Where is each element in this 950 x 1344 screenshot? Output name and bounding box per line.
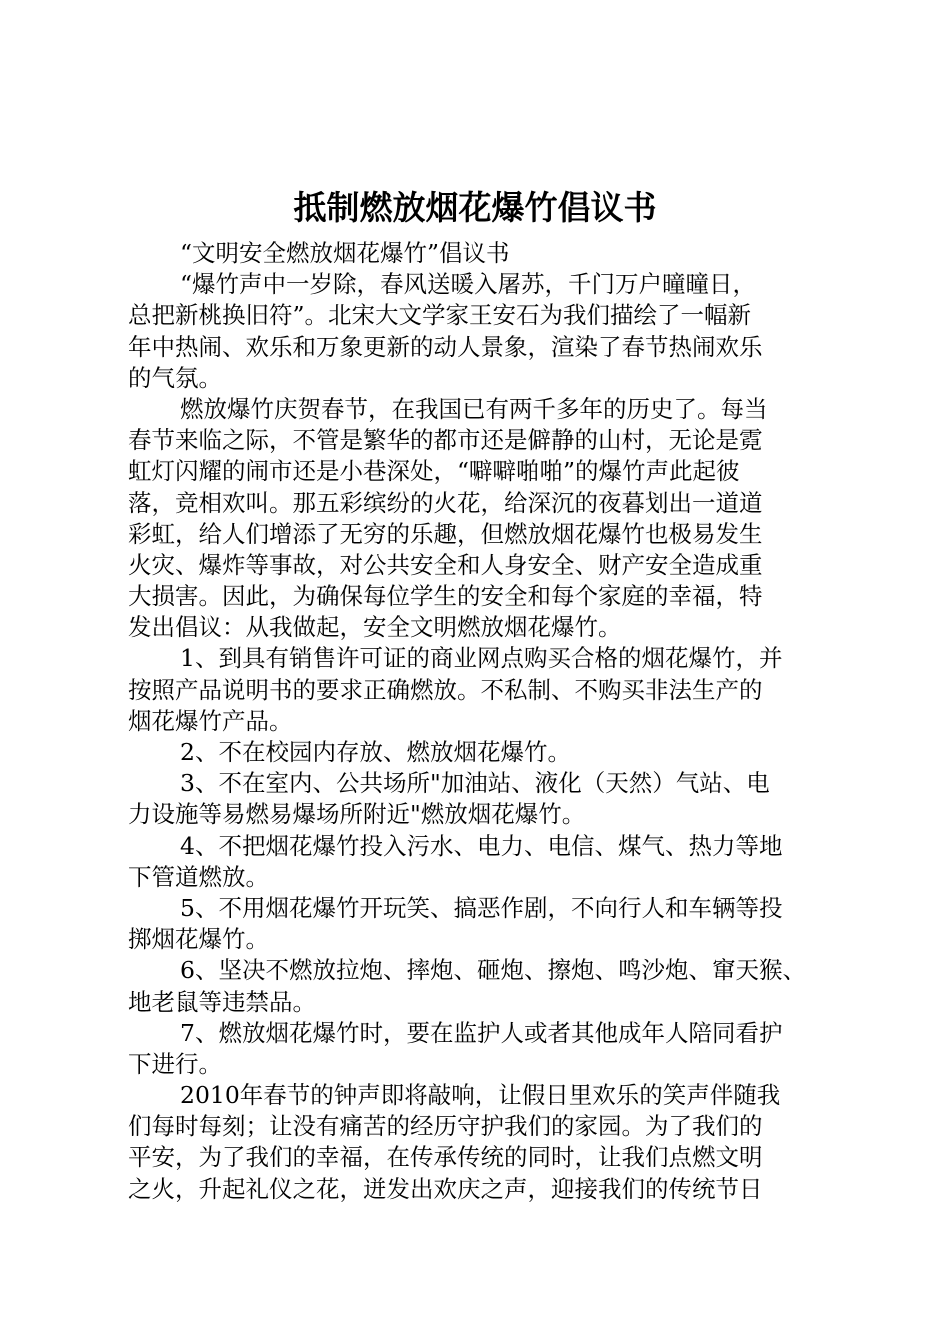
text-line: 按照产品说明书的要求正确燃放。不私制、不购买非法生产的 bbox=[128, 675, 763, 704]
text-line: 大损害。因此，为确保每位学生的安全和每个家庭的幸福，特 bbox=[128, 582, 763, 611]
text-line: “爆竹声中一岁除，春风送暖入屠苏，千门万户曈曈日， bbox=[180, 270, 757, 299]
text-line: 们每时每刻；让没有痛苦的经历守护我们的家园。为了我们的 bbox=[128, 1112, 763, 1141]
text-line: 1、到具有销售许可证的商业网点购买合格的烟花爆竹，并 bbox=[180, 644, 783, 673]
text-line: 2010年春节的钟声即将敲响，让假日里欢乐的笑声伴随我 bbox=[180, 1081, 781, 1110]
text-line: 地老鼠等违禁品。 bbox=[128, 987, 316, 1016]
text-line: 虹灯闪耀的闹市还是小巷深处，“噼噼啪啪”的爆竹声此起彼 bbox=[128, 457, 740, 486]
text-line: 下管道燃放。 bbox=[128, 862, 269, 891]
text-line: 力设施等易燃易爆场所附近"燃放烟花爆竹。 bbox=[128, 800, 586, 829]
text-line: 4、不把烟花爆竹投入污水、电力、电信、煤气、热力等地 bbox=[180, 831, 783, 860]
text-line: “文明安全燃放烟花爆竹”倡议书 bbox=[180, 239, 510, 267]
document-body bbox=[128, 238, 840, 1205]
text-line: 6、坚决不燃放拉炮、摔炮、砸炮、擦炮、鸣沙炮、窜天猴、 bbox=[180, 956, 806, 985]
text-line: 5、不用烟花爆竹开玩笑、搞恶作剧，不向行人和车辆等投 bbox=[180, 893, 783, 922]
text-line: 2、不在校园内存放、燃放烟花爆竹。 bbox=[180, 738, 571, 766]
text-line: 掷烟花爆竹。 bbox=[128, 925, 269, 954]
text-line: 之火，升起礼仪之花，迸发出欢庆之声，迎接我们的传统节日 bbox=[128, 1174, 763, 1203]
text-line: 的气氛。 bbox=[128, 363, 222, 392]
text-line: 年中热闹、欢乐和万象更新的动人景象，渲染了春节热闹欢乐 bbox=[128, 332, 763, 361]
text-line: 下进行。 bbox=[128, 1049, 222, 1078]
text-line: 总把新桃换旧符”。北宋大文学家王安石为我们描绘了一幅新 bbox=[128, 301, 752, 330]
document-title: 抵制燃放烟花爆竹倡议书 bbox=[293, 188, 657, 227]
text-line: 落，竞相欢叫。那五彩缤纷的火花，给深沉的夜暮划出一道道 bbox=[128, 488, 763, 517]
text-line: 燃放爆竹庆贺春节，在我国已有两千多年的历史了。每当 bbox=[180, 394, 768, 423]
text-line: 7、燃放烟花爆竹时，要在监护人或者其他成年人陪同看护 bbox=[180, 1018, 783, 1047]
text-line: 火灾、爆炸等事故，对公共安全和人身安全、财产安全造成重 bbox=[128, 550, 763, 579]
text-line: 平安，为了我们的幸福，在传承传统的同时，让我们点燃文明 bbox=[128, 1143, 763, 1172]
text-line: 3、不在室内、公共场所"加油站、液化（天然）气站、电 bbox=[180, 769, 770, 798]
text-line: 彩虹，给人们增添了无穷的乐趣，但燃放烟花爆竹也极易发生 bbox=[128, 519, 763, 548]
text-line: 春节来临之际，不管是繁华的都市还是僻静的山村，无论是霓 bbox=[128, 426, 763, 455]
text-line: 发出倡议：从我做起，安全文明燃放烟花爆竹。 bbox=[128, 613, 622, 642]
text-line: 烟花爆竹产品。 bbox=[128, 706, 293, 735]
